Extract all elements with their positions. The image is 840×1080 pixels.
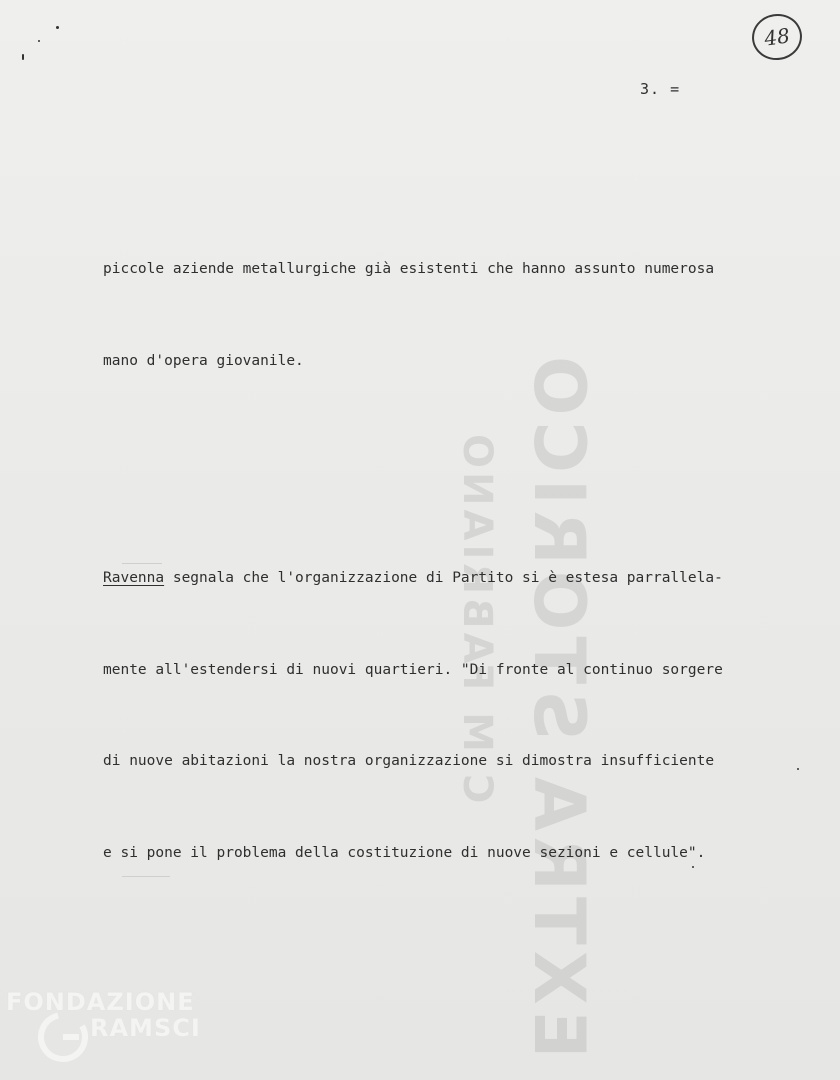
- watermark-line-1: FONDAZIONE: [6, 988, 195, 1016]
- bleed-line-1: EXTRA STORICO: [518, 350, 600, 1059]
- typed-body: [103, 132, 823, 990]
- text-line: [103, 563, 823, 594]
- text-line: mano d'opera giovanile.: [103, 352, 304, 369]
- ink-speck: [22, 54, 24, 60]
- fondazione-gramsci-watermark: [2, 988, 212, 1068]
- city-name-underlined: Ravenna: [103, 570, 165, 586]
- text-line: di nuove abitazioni la nostra organizzazione si dimostra insufficiente: [103, 753, 715, 769]
- line-rest: segnala che l'organizzazione di Partito si è estesa parrallela-: [164, 570, 723, 586]
- bleed-line-2: C M FABRIANO: [454, 430, 500, 804]
- ink-speck: [56, 26, 59, 29]
- folio-number-text: 48: [762, 23, 792, 51]
- paragraph-1: [103, 193, 823, 437]
- page-number: 3. =: [640, 80, 681, 98]
- watermark-line-2: RAMSCI: [90, 1014, 201, 1042]
- paragraph-2: [103, 502, 823, 929]
- text-line: mente all'estendersi di nuovi quartieri. "Di fronte al continuo sorgere: [103, 661, 723, 678]
- gramsci-g-logo-icon: [36, 1010, 90, 1064]
- text-line: e si pone il problema della costituzione di nuove sezioni e cellule".: [103, 844, 706, 861]
- folio-number: [749, 11, 805, 64]
- ink-speck: [38, 40, 40, 42]
- text-line: piccole aziende metallurgiche già esistenti che hanno assunto numerosa: [103, 261, 715, 277]
